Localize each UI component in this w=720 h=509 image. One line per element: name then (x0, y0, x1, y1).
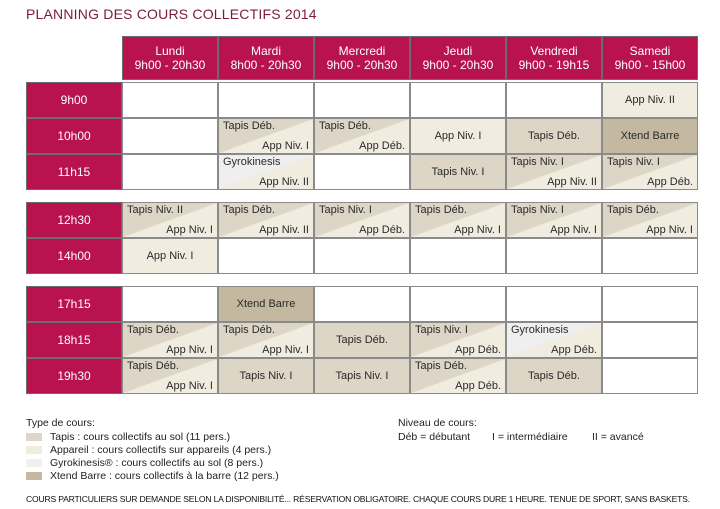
class-slot[interactable] (218, 358, 314, 394)
class-slot[interactable] (218, 202, 314, 238)
legend-swatch-xtend (26, 472, 42, 480)
class-bottom-label: App Déb. (359, 224, 405, 236)
time-label: 17h15 (57, 297, 91, 311)
legend-level-title: Niveau de cours: (398, 417, 477, 429)
class-bottom-label: App Niv. I (262, 344, 309, 356)
day-hours: 8h00 - 20h30 (230, 58, 302, 72)
class-top-label: Tapis Déb. (223, 204, 275, 216)
time-label: 12h30 (57, 213, 91, 227)
legend-level-i: I = intermédiaire (492, 431, 568, 443)
day-name: Lundi (155, 44, 185, 58)
day-hours: 9h00 - 15h00 (614, 58, 686, 72)
class-slot[interactable] (122, 202, 218, 238)
class-slot[interactable] (410, 118, 506, 154)
empty-slot (602, 322, 698, 358)
class-slot[interactable] (314, 118, 410, 154)
class-slot[interactable] (410, 322, 506, 358)
time-slot-18h15 (26, 322, 122, 358)
class-bottom-label: App Niv. II (547, 176, 597, 188)
class-bottom-label: App Déb. (647, 176, 693, 188)
class-bottom-label: App Déb. (455, 380, 501, 392)
class-slot[interactable] (218, 118, 314, 154)
time-label: 9h00 (60, 93, 88, 107)
time-slot-11h15 (26, 154, 122, 190)
class-top-label: Tapis Niv. I (319, 204, 372, 216)
class-label: Tapis Déb. (528, 130, 580, 142)
class-top-label: Tapis Niv. I (415, 324, 468, 336)
class-slot[interactable] (410, 202, 506, 238)
class-slot[interactable] (410, 154, 506, 190)
empty-slot (314, 238, 410, 274)
empty-slot (602, 358, 698, 394)
class-top-label: Tapis Niv. II (127, 204, 184, 216)
day-name: Mardi (250, 44, 281, 58)
class-bottom-label: App Niv. II (259, 176, 309, 188)
day-header-jeudi (410, 36, 506, 80)
class-slot[interactable] (314, 202, 410, 238)
legend-item-tapis: Tapis : cours collectifs au sol (11 pers.) (50, 431, 231, 443)
class-slot[interactable] (506, 154, 602, 190)
empty-slot (314, 82, 410, 118)
class-bottom-label: App Niv. I (166, 344, 213, 356)
class-slot[interactable] (602, 154, 698, 190)
class-slot[interactable] (218, 154, 314, 190)
day-name: Jeudi (443, 44, 473, 58)
class-top-label: Tapis Niv. I (607, 156, 660, 168)
day-hours: 9h00 - 20h30 (326, 58, 398, 72)
class-top-label: Gyrokinesis (223, 156, 281, 168)
footer-note: COURS PARTICULIERS SUR DEMANDE SELON LA DISPONIBILITÉ... RÉSERVATION OBLIGATOIRE. CHAQUE COURS DURE 1 HEURE. TENUE DE SPORT, SANS BASKETS. (26, 494, 690, 504)
day-header-lundi (122, 36, 218, 80)
class-top-label: Tapis Déb. (319, 120, 371, 132)
class-top-label: Tapis Déb. (127, 324, 179, 336)
class-label: Xtend Barre (236, 298, 296, 310)
time-slot-14h00 (26, 238, 122, 274)
class-slot[interactable] (602, 82, 698, 118)
legend-type-title: Type de cours: (26, 417, 95, 429)
legend-item-app: Appareil : cours collectifs sur appareils (4 pers.) (50, 444, 272, 456)
class-slot[interactable] (506, 118, 602, 154)
legend-swatch-gyro (26, 459, 42, 467)
class-top-label: Tapis Déb. (127, 360, 179, 372)
class-bottom-label: App Niv. I (166, 380, 213, 392)
class-label: Tapis Niv. I (335, 370, 389, 382)
class-slot[interactable] (602, 202, 698, 238)
empty-slot (122, 82, 218, 118)
class-label: Tapis Niv. I (239, 370, 293, 382)
empty-slot (602, 286, 698, 322)
class-slot[interactable] (410, 358, 506, 394)
page-title: PLANNING DES COURS COLLECTIFS 2014 (26, 6, 317, 22)
empty-slot (410, 82, 506, 118)
class-top-label: Tapis Niv. I (511, 204, 564, 216)
class-label: Tapis Déb. (336, 334, 388, 346)
time-label: 14h00 (57, 249, 91, 263)
empty-slot (410, 286, 506, 322)
class-label: App Niv. I (434, 130, 482, 142)
class-slot[interactable] (506, 358, 602, 394)
class-top-label: Tapis Déb. (223, 120, 275, 132)
class-slot[interactable] (122, 358, 218, 394)
class-bottom-label: App Déb. (551, 344, 597, 356)
time-label: 18h15 (57, 333, 91, 347)
day-hours: 9h00 - 20h30 (134, 58, 206, 72)
class-label: Xtend Barre (620, 130, 680, 142)
class-slot[interactable] (218, 322, 314, 358)
class-bottom-label: App Niv. I (454, 224, 501, 236)
class-bottom-label: App Niv. II (259, 224, 309, 236)
time-label: 10h00 (57, 129, 91, 143)
class-slot[interactable] (122, 322, 218, 358)
class-top-label: Tapis Déb. (607, 204, 659, 216)
day-name: Mercredi (338, 44, 386, 58)
class-top-label: Tapis Déb. (415, 360, 467, 372)
class-bottom-label: App Déb. (455, 344, 501, 356)
empty-slot (218, 238, 314, 274)
class-slot[interactable] (314, 322, 410, 358)
time-label: 19h30 (57, 369, 91, 383)
class-bottom-label: App Déb. (359, 140, 405, 152)
class-bottom-label: App Niv. I (646, 224, 693, 236)
legend-swatch-app (26, 446, 42, 454)
day-name: Samedi (629, 44, 671, 58)
class-top-label: Gyrokinesis (511, 324, 569, 336)
empty-slot (122, 154, 218, 190)
day-name: Vendredi (530, 44, 578, 58)
class-bottom-label: App Niv. I (262, 140, 309, 152)
class-slot[interactable] (218, 286, 314, 322)
time-slot-10h00 (26, 118, 122, 154)
empty-slot (506, 82, 602, 118)
time-slot-17h15 (26, 286, 122, 322)
class-slot[interactable] (506, 322, 602, 358)
day-header-mardi (218, 36, 314, 80)
empty-slot (314, 286, 410, 322)
class-slot[interactable] (122, 238, 218, 274)
empty-slot (410, 238, 506, 274)
legend-item-xtend: Xtend Barre : cours collectifs à la barre (12 pers.) (50, 470, 279, 482)
class-label: App Niv. II (625, 94, 675, 106)
empty-slot (122, 118, 218, 154)
time-slot-12h30 (26, 202, 122, 238)
class-top-label: Tapis Déb. (415, 204, 467, 216)
class-bottom-label: App Niv. I (166, 224, 213, 236)
time-label: 11h15 (57, 165, 91, 179)
day-hours: 9h00 - 20h30 (422, 58, 494, 72)
day-header-samedi (602, 36, 698, 80)
time-slot-19h30 (26, 358, 122, 394)
class-slot[interactable] (314, 358, 410, 394)
class-label: Tapis Niv. I (431, 166, 485, 178)
legend-swatch-tapis (26, 433, 42, 441)
time-slot-9h00 (26, 82, 122, 118)
class-label: App Niv. I (146, 250, 194, 262)
empty-slot (602, 238, 698, 274)
empty-slot (506, 286, 602, 322)
legend-level-ii: II = avancé (592, 431, 644, 443)
class-bottom-label: App Niv. I (550, 224, 597, 236)
day-header-vendredi (506, 36, 602, 80)
class-slot[interactable] (506, 202, 602, 238)
day-hours: 9h00 - 19h15 (518, 58, 590, 72)
legend-level-deb: Déb = débutant (398, 431, 471, 443)
empty-slot (506, 238, 602, 274)
day-header-mercredi (314, 36, 410, 80)
class-label: Tapis Déb. (528, 370, 580, 382)
legend-item-gyro: Gyrokinesis® : cours collectifs au sol (8 pers.) (50, 457, 264, 469)
class-slot[interactable] (602, 118, 698, 154)
empty-slot (218, 82, 314, 118)
class-top-label: Tapis Déb. (223, 324, 275, 336)
empty-slot (122, 286, 218, 322)
class-top-label: Tapis Niv. I (511, 156, 564, 168)
empty-slot (314, 154, 410, 190)
